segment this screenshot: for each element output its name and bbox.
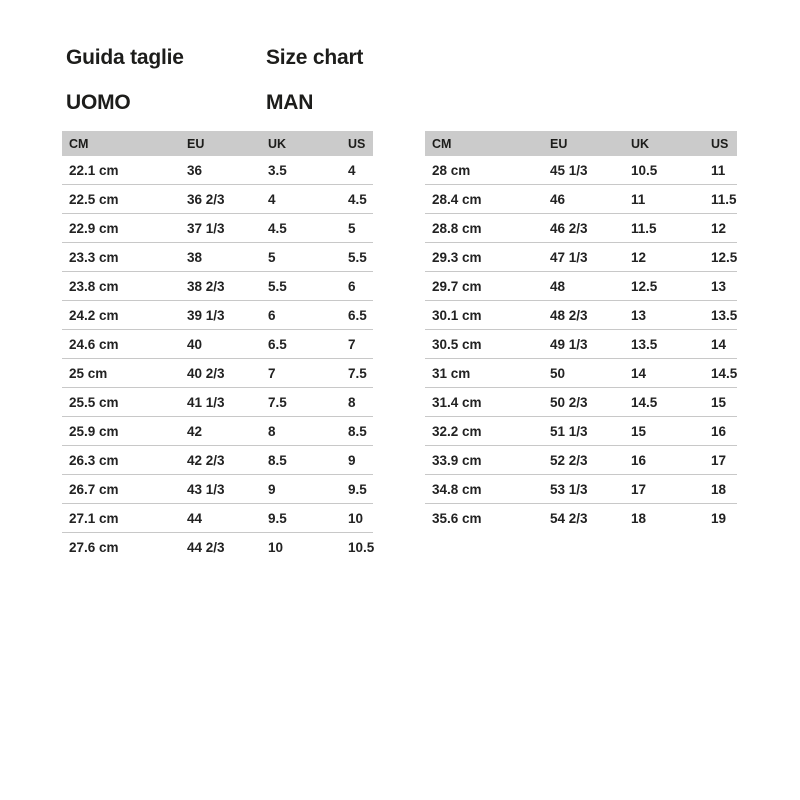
- cell-us: 12: [711, 220, 727, 236]
- cell-uk: 4: [268, 191, 276, 207]
- cell-uk: 5: [268, 249, 276, 265]
- cell-cm: 28.8 cm: [432, 220, 482, 236]
- cell-us: 11: [711, 162, 726, 178]
- table-row: [62, 243, 373, 272]
- size-table-left: [62, 131, 373, 561]
- cell-us: 16: [711, 423, 727, 439]
- cell-cm: 25 cm: [69, 365, 108, 381]
- table-row: [62, 359, 373, 388]
- cell-eu: 36 2/3: [187, 191, 225, 207]
- cell-uk: 15: [631, 423, 647, 439]
- table-row: [62, 417, 373, 446]
- table-row: [62, 156, 373, 185]
- cell-us: 13: [711, 278, 727, 294]
- column-header-eu: EU: [550, 131, 631, 156]
- cell-us: 8: [348, 394, 356, 410]
- cell-cm: 34.8 cm: [432, 481, 482, 497]
- cell-cm: 31 cm: [432, 365, 471, 381]
- cell-eu: 39 1/3: [187, 307, 225, 323]
- cell-uk: 8: [268, 423, 276, 439]
- subtitle-man: MAN: [266, 91, 314, 114]
- cell-cm: 26.7 cm: [69, 481, 119, 497]
- column-header-us: US: [711, 131, 737, 156]
- cell-cm: 31.4 cm: [432, 394, 482, 410]
- cell-us: 4: [348, 162, 356, 178]
- column-header-eu: EU: [187, 131, 268, 156]
- cell-us: 10.5: [348, 539, 375, 555]
- cell-us: 19: [711, 510, 727, 526]
- cell-uk: 4.5: [268, 220, 287, 236]
- cell-eu: 54 2/3: [550, 510, 588, 526]
- table-header-row: [425, 131, 737, 156]
- cell-us: 5.5: [348, 249, 367, 265]
- table-row: [425, 272, 737, 301]
- table-row: [62, 185, 373, 214]
- cell-uk: 7: [268, 365, 276, 381]
- table-row: [425, 388, 737, 417]
- cell-us: 13.5: [711, 307, 738, 323]
- cell-eu: 53 1/3: [550, 481, 588, 497]
- cell-uk: 9: [268, 481, 276, 497]
- table-row: [425, 417, 737, 446]
- table-row: [425, 301, 737, 330]
- cell-cm: 22.9 cm: [69, 220, 119, 236]
- table-header-row: [62, 131, 373, 156]
- cell-eu: 50: [550, 365, 566, 381]
- cell-us: 5: [348, 220, 356, 236]
- cell-uk: 16: [631, 452, 647, 468]
- cell-uk: 8.5: [268, 452, 287, 468]
- cell-uk: 10: [268, 539, 284, 555]
- cell-eu: 38 2/3: [187, 278, 225, 294]
- table-row: [62, 533, 373, 562]
- subtitle-uomo: UOMO: [66, 91, 131, 114]
- cell-us: 8.5: [348, 423, 367, 439]
- table-row: [62, 475, 373, 504]
- table-row: [425, 243, 737, 272]
- cell-eu: 45 1/3: [550, 162, 588, 178]
- cell-uk: 6: [268, 307, 276, 323]
- cell-eu: 42: [187, 423, 203, 439]
- cell-cm: 29.3 cm: [432, 249, 482, 265]
- cell-cm: 25.9 cm: [69, 423, 119, 439]
- cell-uk: 3.5: [268, 162, 287, 178]
- cell-eu: 49 1/3: [550, 336, 588, 352]
- cell-us: 11.5: [711, 191, 737, 207]
- cell-cm: 25.5 cm: [69, 394, 119, 410]
- table-row: [62, 214, 373, 243]
- column-header-uk: UK: [631, 131, 711, 156]
- table-row: [425, 156, 737, 185]
- cell-cm: 32.2 cm: [432, 423, 482, 439]
- cell-eu: 50 2/3: [550, 394, 588, 410]
- cell-uk: 12: [631, 249, 647, 265]
- cell-eu: 42 2/3: [187, 452, 225, 468]
- cell-uk: 10.5: [631, 162, 658, 178]
- cell-us: 14.5: [711, 365, 738, 381]
- table-row: [425, 504, 737, 533]
- column-header-cm: CM: [425, 131, 550, 156]
- cell-eu: 43 1/3: [187, 481, 225, 497]
- column-header-us: US: [348, 131, 373, 156]
- table-row: [62, 504, 373, 533]
- cell-uk: 18: [631, 510, 647, 526]
- cell-cm: 24.6 cm: [69, 336, 119, 352]
- table-row: [425, 214, 737, 243]
- title-guida-taglie: Guida taglie: [66, 46, 184, 69]
- cell-cm: 26.3 cm: [69, 452, 119, 468]
- cell-uk: 12.5: [631, 278, 658, 294]
- cell-cm: 27.1 cm: [69, 510, 119, 526]
- cell-us: 14: [711, 336, 727, 352]
- table-row: [62, 330, 373, 359]
- cell-cm: 30.5 cm: [432, 336, 482, 352]
- cell-uk: 7.5: [268, 394, 287, 410]
- cell-eu: 41 1/3: [187, 394, 225, 410]
- table-row: [425, 359, 737, 388]
- cell-cm: 23.8 cm: [69, 278, 119, 294]
- cell-us: 17: [711, 452, 727, 468]
- column-header-cm: CM: [62, 131, 187, 156]
- cell-uk: 9.5: [268, 510, 287, 526]
- title-size-chart: Size chart: [266, 46, 364, 69]
- cell-cm: 29.7 cm: [432, 278, 482, 294]
- cell-uk: 11.5: [631, 220, 657, 236]
- cell-eu: 48: [550, 278, 566, 294]
- cell-eu: 46 2/3: [550, 220, 588, 236]
- cell-eu: 37 1/3: [187, 220, 225, 236]
- cell-eu: 40 2/3: [187, 365, 225, 381]
- cell-eu: 38: [187, 249, 203, 265]
- table-row: [62, 446, 373, 475]
- cell-uk: 13.5: [631, 336, 658, 352]
- cell-us: 6: [348, 278, 356, 294]
- cell-us: 12.5: [711, 249, 738, 265]
- cell-cm: 22.5 cm: [69, 191, 119, 207]
- cell-uk: 6.5: [268, 336, 287, 352]
- table-row: [425, 185, 737, 214]
- cell-us: 9.5: [348, 481, 367, 497]
- cell-eu: 48 2/3: [550, 307, 588, 323]
- cell-uk: 5.5: [268, 278, 287, 294]
- cell-us: 10: [348, 510, 364, 526]
- size-table-right: [425, 131, 737, 532]
- table-row: [425, 330, 737, 359]
- cell-cm: 28 cm: [432, 162, 471, 178]
- cell-us: 18: [711, 481, 727, 497]
- cell-cm: 23.3 cm: [69, 249, 119, 265]
- table-row: [62, 301, 373, 330]
- cell-uk: 11: [631, 191, 646, 207]
- table-row: [62, 388, 373, 417]
- cell-eu: 44: [187, 510, 203, 526]
- cell-us: 4.5: [348, 191, 367, 207]
- cell-us: 9: [348, 452, 356, 468]
- cell-eu: 47 1/3: [550, 249, 588, 265]
- cell-eu: 52 2/3: [550, 452, 588, 468]
- cell-us: 7: [348, 336, 356, 352]
- table-row: [425, 475, 737, 504]
- cell-us: 7.5: [348, 365, 367, 381]
- column-header-uk: UK: [268, 131, 348, 156]
- cell-cm: 22.1 cm: [69, 162, 119, 178]
- cell-us: 15: [711, 394, 727, 410]
- cell-eu: 40: [187, 336, 203, 352]
- cell-uk: 13: [631, 307, 647, 323]
- cell-eu: 44 2/3: [187, 539, 225, 555]
- cell-eu: 46: [550, 191, 566, 207]
- cell-cm: 27.6 cm: [69, 539, 119, 555]
- cell-cm: 33.9 cm: [432, 452, 482, 468]
- table-row: [62, 272, 373, 301]
- cell-cm: 28.4 cm: [432, 191, 482, 207]
- cell-uk: 14.5: [631, 394, 658, 410]
- cell-cm: 35.6 cm: [432, 510, 482, 526]
- cell-cm: 30.1 cm: [432, 307, 482, 323]
- table-row: [425, 446, 737, 475]
- cell-eu: 36: [187, 162, 203, 178]
- cell-eu: 51 1/3: [550, 423, 588, 439]
- cell-cm: 24.2 cm: [69, 307, 119, 323]
- cell-uk: 17: [631, 481, 647, 497]
- cell-uk: 14: [631, 365, 647, 381]
- cell-us: 6.5: [348, 307, 367, 323]
